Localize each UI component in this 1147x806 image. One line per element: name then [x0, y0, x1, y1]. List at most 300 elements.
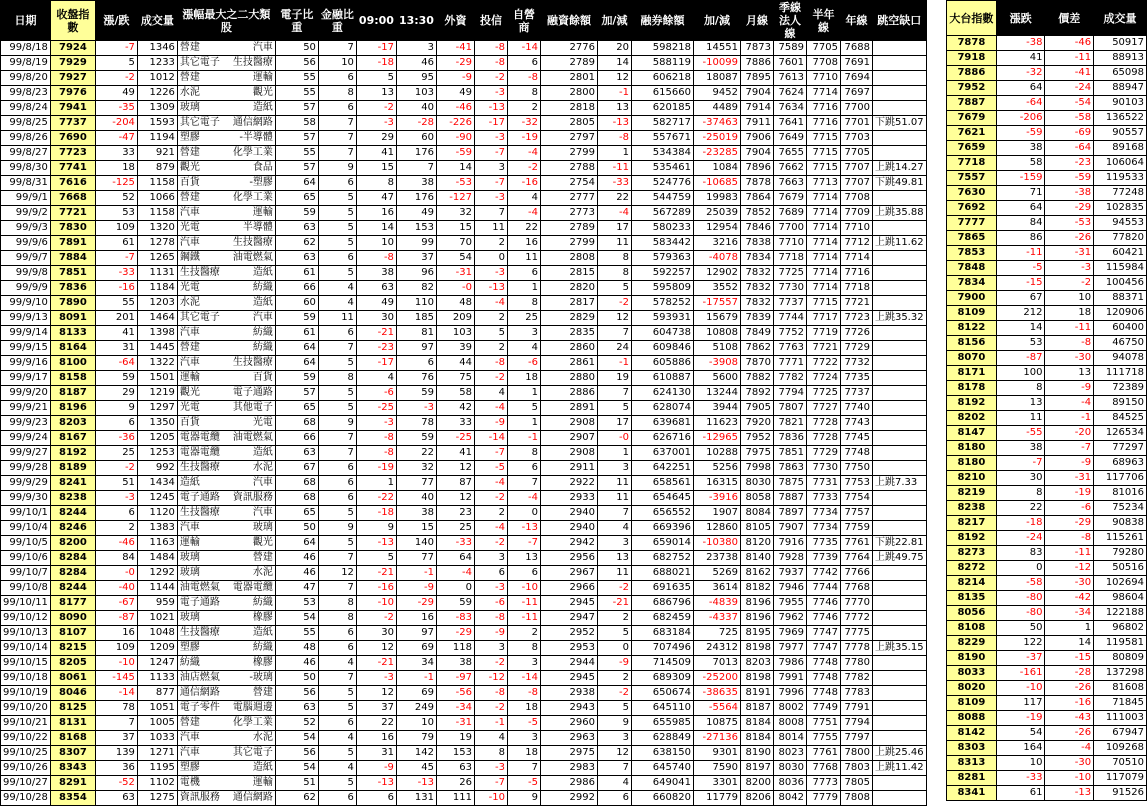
- cell-futures-change: 71: [996, 186, 1045, 201]
- cell-date: 99/10/5: [1, 536, 51, 551]
- cell-1330: 77: [396, 476, 436, 491]
- cell-margin-balance: 2942: [540, 536, 597, 551]
- cell-ma-month: 7839: [740, 311, 773, 326]
- cell-ma-month: 7834: [740, 251, 773, 266]
- cell-short-balance: 707496: [631, 641, 693, 656]
- cell-change: 31: [95, 341, 137, 356]
- cell-futures-index: 7865: [947, 231, 997, 246]
- table-row: [1, 746, 927, 761]
- cell-margin-balance: 2956: [540, 551, 597, 566]
- cell-electronics-weight: 55: [275, 146, 318, 161]
- cell-close-index: 8107: [50, 626, 95, 641]
- cell-trust: -8: [474, 41, 507, 56]
- cell-futures-change: -37: [996, 651, 1045, 666]
- cell-ma-year: 7735: [840, 371, 872, 386]
- cell-finance-weight: 10: [318, 56, 356, 71]
- sector-2: 運輸: [252, 207, 273, 218]
- cell-gap: [872, 131, 926, 146]
- cell-electronics-weight: 68: [275, 416, 318, 431]
- cell-short-change: 24312: [693, 641, 740, 656]
- cell-date: 99/10/6: [1, 551, 51, 566]
- cell-ma-quarter: 7634: [773, 101, 806, 116]
- cell-futures-index: 7853: [947, 246, 997, 261]
- cell-close-index: 8100: [50, 356, 95, 371]
- cell-ma-month: 7914: [740, 101, 773, 116]
- cell-futures-volume: 75234: [1094, 501, 1147, 516]
- cell-trust: 11: [474, 221, 507, 236]
- cell-futures-volume: 81016: [1094, 486, 1147, 501]
- cell-volume: 1322: [137, 356, 177, 371]
- cell-close-index: 8238: [50, 491, 95, 506]
- cell-margin-change: 2: [597, 671, 631, 686]
- cell-close-index: 8244: [50, 506, 95, 521]
- cell-date: 99/10/12: [1, 611, 51, 626]
- sector-1: 營建: [179, 147, 200, 158]
- cell-date: 99/10/1: [1, 506, 51, 521]
- sector-1: 塑膠: [179, 642, 200, 653]
- cell-change: -7: [95, 41, 137, 56]
- cell-date: 99/9/3: [1, 221, 51, 236]
- cell-finance-weight: 7: [318, 116, 356, 131]
- cell-futures-volume: 77820: [1094, 231, 1147, 246]
- cell-close-index: 7668: [50, 191, 95, 206]
- cell-margin-change: 11: [597, 491, 631, 506]
- cell-short-change: -27136: [693, 731, 740, 746]
- cell-ma-month: 8196: [740, 611, 773, 626]
- cell-0900: 6: [356, 791, 396, 806]
- table-row: [947, 291, 1147, 306]
- cell-futures-change: -58: [996, 576, 1045, 591]
- cell-short-balance: 660820: [631, 791, 693, 806]
- cell-finance-weight: 5: [318, 506, 356, 521]
- cell-0900: 49: [356, 296, 396, 311]
- cell-0900: -8: [356, 251, 396, 266]
- cell-futures-volume: 70510: [1094, 756, 1147, 771]
- cell-electronics-weight: 59: [275, 206, 318, 221]
- cell-gap: [872, 791, 926, 806]
- cell-close-index: 7723: [50, 146, 95, 161]
- cell-date: 99/8/19: [1, 56, 51, 71]
- cell-ma-month: 7873: [740, 41, 773, 56]
- cell-gap: 上跳25.46: [872, 746, 926, 761]
- cell-futures-change: 0: [996, 561, 1045, 576]
- cell-futures-volume: 88913: [1094, 51, 1147, 66]
- cell-0900: -25: [356, 401, 396, 416]
- cell-short-balance: 654645: [631, 491, 693, 506]
- cell-futures-spread: -6: [1045, 501, 1094, 516]
- cell-dealer: 1: [507, 386, 540, 401]
- cell-1330: 176: [396, 146, 436, 161]
- cell-futures-change: 50: [996, 621, 1045, 636]
- cell-short-change: 9452: [693, 86, 740, 101]
- cell-dealer: 6: [507, 566, 540, 581]
- cell-ma-quarter: 7771: [773, 356, 806, 371]
- cell-1330: 103: [396, 86, 436, 101]
- cell-ma-month: 7952: [740, 431, 773, 446]
- sector-1: 百貨: [179, 177, 200, 188]
- cell-1330: 38: [396, 176, 436, 191]
- futures-table-body: [947, 36, 1147, 801]
- sector-1: 造紙: [179, 477, 200, 488]
- table-row: [1, 641, 927, 656]
- table-row: [1, 356, 927, 371]
- cell-0900: -6: [356, 386, 396, 401]
- cell-trust: -10: [474, 791, 507, 806]
- cell-electronics-weight: 62: [275, 791, 318, 806]
- sector-2: 橡膠: [252, 657, 273, 668]
- cell-volume: 1033: [137, 731, 177, 746]
- cell-dealer: -5: [507, 716, 540, 731]
- cell-short-balance: 655985: [631, 716, 693, 731]
- sector-2: 生技醫療: [232, 237, 273, 248]
- cell-dealer: 7: [507, 476, 540, 491]
- cell-trust: -2: [474, 491, 507, 506]
- sector-1: 營建: [179, 342, 200, 353]
- cell-ma-quarter: 8002: [773, 701, 806, 716]
- sector-1: 生技醫療: [179, 462, 220, 473]
- cell-date: 99/10/21: [1, 716, 51, 731]
- cell-gap: [872, 56, 926, 71]
- cell-volume: 1383: [137, 521, 177, 536]
- cell-volume: 1247: [137, 656, 177, 671]
- cell-margin-balance: 2945: [540, 671, 597, 686]
- cell-ma-month: 7838: [740, 236, 773, 251]
- cell-ma-quarter: 7807: [773, 401, 806, 416]
- column-spacer: [938, 0, 946, 802]
- cell-ma-half-year: 7714: [806, 236, 840, 251]
- cell-margin-balance: 2880: [540, 371, 597, 386]
- cell-short-balance: 588119: [631, 56, 693, 71]
- cell-dealer: -19: [507, 131, 540, 146]
- table-row: [947, 531, 1147, 546]
- cell-gap: [872, 71, 926, 86]
- cell-futures-volume: 81608: [1094, 681, 1147, 696]
- cell-trust: -2: [474, 71, 507, 86]
- cell-short-balance: 639681: [631, 416, 693, 431]
- cell-short-balance: 598218: [631, 41, 693, 56]
- cell-futures-spread: -54: [1045, 96, 1094, 111]
- cell-gap: [872, 266, 926, 281]
- sector-1: 玻璃: [179, 102, 200, 113]
- cell-dealer: 25: [507, 311, 540, 326]
- cell-close-index: 7741: [50, 161, 95, 176]
- cell-futures-change: -161: [996, 666, 1045, 681]
- cell-foreign: 103: [436, 326, 474, 341]
- cell-foreign: 54: [436, 251, 474, 266]
- cell-volume: 1226: [137, 86, 177, 101]
- sector-1: 電子通路: [179, 597, 220, 608]
- cell-foreign: -97: [436, 671, 474, 686]
- cell-change: 84: [95, 551, 137, 566]
- cell-short-balance: 534384: [631, 146, 693, 161]
- cell-ma-month: 8058: [740, 491, 773, 506]
- right-header-row: [947, 1, 1147, 36]
- cell-dealer: 4: [507, 341, 540, 356]
- cell-short-balance: 620185: [631, 101, 693, 116]
- cell-ma-half-year: 7715: [806, 131, 840, 146]
- cell-ma-year: 7775: [840, 626, 872, 641]
- cell-ma-quarter: 7725: [773, 266, 806, 281]
- cell-short-balance: 642251: [631, 461, 693, 476]
- cell-volume: 1158: [137, 206, 177, 221]
- cell-margin-balance: 2799: [540, 236, 597, 251]
- cell-dealer: 1: [507, 281, 540, 296]
- cell-foreign: 153: [436, 746, 474, 761]
- cell-date: 99/10/20: [1, 701, 51, 716]
- cell-dealer: 7: [507, 761, 540, 776]
- cell-gap: 上跳35.88: [872, 206, 926, 221]
- cell-close-index: 7830: [50, 221, 95, 236]
- cell-futures-change: 14: [996, 321, 1045, 336]
- cell-ma-half-year: 7716: [806, 116, 840, 131]
- sector-1: 光電: [179, 222, 200, 233]
- sector-2: 油電燃氣: [232, 432, 273, 443]
- cell-ma-half-year: 7755: [806, 731, 840, 746]
- cell-electronics-weight: 53: [275, 596, 318, 611]
- cell-futures-index: 8070: [947, 351, 997, 366]
- cell-ma-half-year: 7747: [806, 626, 840, 641]
- cell-foreign: -29: [436, 626, 474, 641]
- table-row: [947, 51, 1147, 66]
- cell-close-index: 8343: [50, 761, 95, 776]
- cell-ma-quarter: 7897: [773, 506, 806, 521]
- table-row: [1, 101, 927, 116]
- cell-0900: 14: [356, 221, 396, 236]
- cell-ma-half-year: 7728: [806, 416, 840, 431]
- cell-futures-index: 8229: [947, 636, 997, 651]
- cell-close-index: 8246: [50, 521, 95, 536]
- sector-1: 汽車: [179, 747, 200, 758]
- cell-futures-volume: 90838: [1094, 516, 1147, 531]
- sector-1: 觀光: [179, 162, 200, 173]
- cell-electronics-weight: 59: [275, 311, 318, 326]
- cell-0900: -21: [356, 566, 396, 581]
- cell-finance-weight: 6: [318, 101, 356, 116]
- cell-foreign: 19: [436, 731, 474, 746]
- cell-futures-spread: 14: [1045, 636, 1094, 651]
- futures-table: [946, 0, 1147, 801]
- cell-ma-quarter: 7887: [773, 491, 806, 506]
- cell-ma-month: 7904: [740, 146, 773, 161]
- cell-futures-change: 13: [996, 396, 1045, 411]
- cell-change: 36: [95, 761, 137, 776]
- cell-futures-volume: 102694: [1094, 576, 1147, 591]
- sector-1: 塑膠: [179, 762, 200, 773]
- cell-close-index: 7891: [50, 236, 95, 251]
- cell-short-change: -12965: [693, 431, 740, 446]
- cell-margin-balance: 2818: [540, 101, 597, 116]
- cell-1330: 185: [396, 311, 436, 326]
- cell-margin-change: 1: [597, 146, 631, 161]
- cell-futures-volume: 89168: [1094, 141, 1147, 156]
- cell-volume: 1292: [137, 566, 177, 581]
- cell-futures-spread: -20: [1045, 426, 1094, 441]
- cell-1330: -1: [396, 566, 436, 581]
- cell-ma-half-year: 7715: [806, 296, 840, 311]
- cell-futures-volume: 94078: [1094, 351, 1147, 366]
- cell-volume: 1158: [137, 176, 177, 191]
- sector-1: 汽車: [179, 522, 200, 533]
- cell-ma-half-year: 7715: [806, 146, 840, 161]
- cell-ma-year: 7750: [840, 461, 872, 476]
- cell-futures-index: 7557: [947, 171, 997, 186]
- cell-ma-half-year: 7733: [806, 491, 840, 506]
- cell-trust: -8: [474, 56, 507, 71]
- cell-ma-year: 7754: [840, 491, 872, 506]
- cell-date: 99/8/24: [1, 101, 51, 116]
- cell-change: 55: [95, 296, 137, 311]
- cell-futures-spread: -31: [1045, 471, 1094, 486]
- cell-foreign: -31: [436, 266, 474, 281]
- cell-ma-year: 7778: [840, 641, 872, 656]
- cell-trust: -8: [474, 356, 507, 371]
- cell-date: 99/9/13: [1, 311, 51, 326]
- cell-0900: 63: [356, 281, 396, 296]
- cell-ma-year: 7766: [840, 566, 872, 581]
- table-row: [947, 426, 1147, 441]
- cell-futures-index: 7887: [947, 96, 997, 111]
- table-row: [1, 176, 927, 191]
- cell-finance-weight: 6: [318, 461, 356, 476]
- cell-close-index: 8167: [50, 431, 95, 446]
- cell-gap: [872, 101, 926, 116]
- sector-2: 半導體: [242, 222, 273, 233]
- cell-1330: -29: [396, 596, 436, 611]
- cell-0900: 38: [356, 266, 396, 281]
- cell-futures-spread: -10: [1045, 771, 1094, 786]
- cell-margin-balance: 2960: [540, 716, 597, 731]
- cell-electronics-weight: 61: [275, 266, 318, 281]
- cell-electronics-weight: 55: [275, 71, 318, 86]
- cell-short-balance: 624130: [631, 386, 693, 401]
- cell-ma-month: 8191: [740, 686, 773, 701]
- cell-margin-change: 17: [597, 416, 631, 431]
- cell-change: -47: [95, 131, 137, 146]
- cell-ma-quarter: 7641: [773, 116, 806, 131]
- cell-gap: [872, 701, 926, 716]
- cell-ma-half-year: 7751: [806, 716, 840, 731]
- cell-finance-weight: 5: [318, 236, 356, 251]
- cell-ma-quarter: 7875: [773, 476, 806, 491]
- sector-1: 運輸: [179, 537, 200, 548]
- cell-short-change: -17557: [693, 296, 740, 311]
- cell-margin-balance: 2860: [540, 341, 597, 356]
- cell-1330: 40: [396, 491, 436, 506]
- cell-short-change: -4078: [693, 251, 740, 266]
- cell-finance-weight: 6: [318, 71, 356, 86]
- cell-finance-weight: 5: [318, 536, 356, 551]
- table-row: [1, 761, 927, 776]
- cell-dealer: 8: [507, 641, 540, 656]
- cell-futures-index: 8122: [947, 321, 997, 336]
- cell-volume: 1120: [137, 506, 177, 521]
- cell-ma-half-year: 7717: [806, 311, 840, 326]
- cell-change: -145: [95, 671, 137, 686]
- cell-margin-change: -2: [597, 296, 631, 311]
- cell-gap: [872, 401, 926, 416]
- cell-margin-change: 13: [597, 101, 631, 116]
- cell-futures-volume: 60400: [1094, 321, 1147, 336]
- cell-ma-month: 7832: [740, 266, 773, 281]
- cell-date: 99/8/26: [1, 131, 51, 146]
- cell-ma-quarter: 7649: [773, 131, 806, 146]
- sector-2: 其它電子: [232, 747, 273, 758]
- cell-close-index: 8241: [50, 476, 95, 491]
- cell-close-index: 7927: [50, 71, 95, 86]
- sector-1: 生技醫療: [179, 507, 220, 518]
- cell-short-balance: 605886: [631, 356, 693, 371]
- cell-close-index: 8307: [50, 746, 95, 761]
- cell-sectors: [177, 671, 275, 686]
- cell-ma-half-year: 7748: [806, 656, 840, 671]
- header-foreign: 外資: [436, 1, 474, 41]
- cell-ma-half-year: 7725: [806, 386, 840, 401]
- header-close-index: 收盤指數: [50, 1, 95, 41]
- table-row: [1, 461, 927, 476]
- cell-ma-half-year: 7708: [806, 56, 840, 71]
- cell-ma-half-year: 7748: [806, 686, 840, 701]
- cell-1330: 153: [396, 221, 436, 236]
- cell-volume: 1484: [137, 551, 177, 566]
- cell-futures-spread: -29: [1045, 516, 1094, 531]
- cell-futures-change: -38: [996, 36, 1045, 51]
- cell-electronics-weight: 50: [275, 521, 318, 536]
- cell-gap: [872, 671, 926, 686]
- cell-close-index: 8192: [50, 446, 95, 461]
- table-row: [1, 131, 927, 146]
- cell-0900: 37: [356, 701, 396, 716]
- cell-date: 99/9/17: [1, 371, 51, 386]
- cell-0900: 9: [356, 521, 396, 536]
- table-row: [1, 71, 927, 86]
- cell-electronics-weight: 48: [275, 641, 318, 656]
- cell-0900: 5: [356, 551, 396, 566]
- cell-change: -204: [95, 116, 137, 131]
- cell-short-change: 14551: [693, 41, 740, 56]
- cell-finance-weight: 12: [318, 566, 356, 581]
- cell-futures-index: 7718: [947, 156, 997, 171]
- cell-ma-quarter: 8042: [773, 791, 806, 806]
- cell-margin-balance: 2940: [540, 506, 597, 521]
- cell-change: -10: [95, 656, 137, 671]
- cell-ma-month: 8206: [740, 791, 773, 806]
- cell-close-index: 8354: [50, 791, 95, 806]
- cell-trust: -6: [474, 596, 507, 611]
- cell-electronics-weight: 62: [275, 236, 318, 251]
- cell-0900: -19: [356, 461, 396, 476]
- cell-gap: [872, 461, 926, 476]
- table-row: [947, 396, 1147, 411]
- sector-1: 百貨: [179, 417, 200, 428]
- sector-1: 觀光: [179, 387, 200, 398]
- cell-futures-change: -5: [996, 261, 1045, 276]
- cell-close-index: 8196: [50, 401, 95, 416]
- cell-foreign: 12: [436, 461, 474, 476]
- cell-0900: -9: [356, 761, 396, 776]
- cell-0900: 41: [356, 146, 396, 161]
- cell-gap: [872, 386, 926, 401]
- cell-sectors: [177, 146, 275, 161]
- cell-futures-index: 8171: [947, 366, 997, 381]
- cell-futures-change: 38: [996, 441, 1045, 456]
- cell-ma-half-year: 7722: [806, 356, 840, 371]
- cell-short-change: 10875: [693, 716, 740, 731]
- table-row: [1, 491, 927, 506]
- cell-short-change: 7590: [693, 761, 740, 776]
- cell-ma-half-year: 7719: [806, 326, 840, 341]
- cell-futures-index: 8147: [947, 426, 997, 441]
- cell-sectors: [177, 536, 275, 551]
